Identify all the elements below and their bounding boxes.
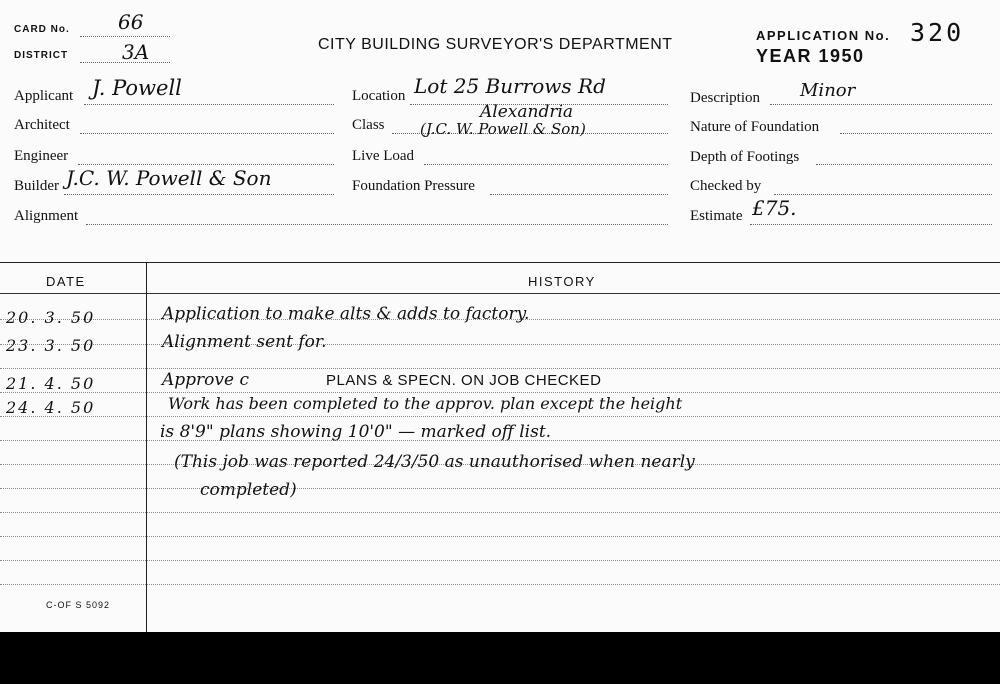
- description-line: [770, 104, 992, 105]
- architect-line: [80, 133, 334, 134]
- description-value: Minor: [800, 80, 856, 101]
- estimate-value: £75.: [752, 196, 797, 220]
- entry-text-2: Alignment sent for.: [162, 332, 327, 352]
- builder-value: J.C. W. Powell & Son: [66, 166, 272, 190]
- estimate-line: [750, 224, 992, 225]
- checked-by-label: Checked by: [690, 178, 762, 194]
- checked-by-line: [774, 194, 992, 195]
- alignment-line: [86, 224, 668, 225]
- live-load-line: [424, 164, 668, 165]
- ruled-line: [0, 368, 1000, 369]
- nature-of-foundation-label: Nature of Foundation: [690, 119, 820, 135]
- depth-of-footings-label: Depth of Footings: [690, 149, 800, 165]
- application-no-value: 320: [910, 18, 965, 47]
- entry-date-3: 21. 4. 50: [6, 374, 96, 393]
- nature-of-foundation-line: [840, 133, 992, 134]
- form-code: C-OF S 5092: [46, 600, 111, 610]
- applicant-label: Applicant: [14, 88, 74, 104]
- ruled-line: [0, 512, 1000, 513]
- application-no-label: APPLICATION No.: [756, 28, 891, 43]
- plans-checked-stamp: PLANS & SPECN. ON JOB CHECKED: [326, 372, 602, 389]
- builder-line: [64, 194, 334, 195]
- date-column-header: DATE: [46, 274, 86, 289]
- entry-text-4: Work has been completed to the approv. plan except the height: [168, 394, 683, 413]
- class-value-2: (J.C. W. Powell & Son): [420, 120, 586, 138]
- column-divider: [146, 262, 147, 632]
- foundation-pressure-label: Foundation Pressure: [352, 178, 475, 194]
- ruled-line: [0, 584, 1000, 585]
- history-column-header: HISTORY: [528, 274, 596, 289]
- estimate-label: Estimate: [690, 208, 743, 224]
- engineer-line: [78, 164, 334, 165]
- ruled-line: [0, 344, 1000, 345]
- location-label: Location: [352, 88, 406, 104]
- district-label: DISTRICT: [14, 50, 69, 61]
- description-label: Description: [690, 90, 760, 106]
- depth-of-footings-line: [816, 164, 992, 165]
- entry-date-4: 24. 4. 50: [6, 398, 96, 417]
- applicant-line: [84, 104, 334, 105]
- ruled-line: [0, 560, 1000, 561]
- location-value: Lot 25 Burrows Rd: [414, 74, 606, 98]
- entry-continuation-2: (This job was reported 24/3/50 as unauthorised when nearly: [174, 452, 695, 472]
- card-no-value: 66: [118, 10, 144, 34]
- card-no-line: [80, 36, 170, 37]
- architect-label: Architect: [14, 117, 70, 133]
- ruled-line: [0, 416, 1000, 417]
- ruled-line: [0, 488, 1000, 489]
- header-underline: [0, 293, 1000, 294]
- district-value: 3A: [122, 40, 150, 64]
- alignment-label: Alignment: [14, 208, 79, 224]
- entry-date-2: 23. 3. 50: [6, 336, 96, 355]
- entry-text-3: Approve c: [162, 370, 249, 390]
- entry-date-1: 20. 3. 50: [6, 308, 96, 327]
- section-divider: [0, 262, 1000, 263]
- department-title: CITY BUILDING SURVEYOR'S DEPARTMENT: [318, 36, 673, 53]
- card-no-label: CARD No.: [14, 24, 70, 35]
- class-value-1: Alexandria: [480, 102, 574, 122]
- entry-continuation-1: is 8'9" plans showing 10'0" — marked off list.: [160, 422, 552, 442]
- foundation-pressure-line: [490, 194, 668, 195]
- applicant-value: J. Powell: [92, 76, 182, 100]
- builder-label: Builder: [14, 178, 59, 194]
- entry-text-1: Application to make alts & adds to factory.: [162, 304, 530, 324]
- entry-continuation-3: completed): [200, 480, 297, 500]
- live-load-label: Live Load: [352, 148, 415, 164]
- ruled-line: [0, 392, 1000, 393]
- engineer-label: Engineer: [14, 148, 69, 164]
- year-label: YEAR 1950: [756, 46, 865, 66]
- ruled-line: [0, 536, 1000, 537]
- class-label: Class: [352, 117, 385, 133]
